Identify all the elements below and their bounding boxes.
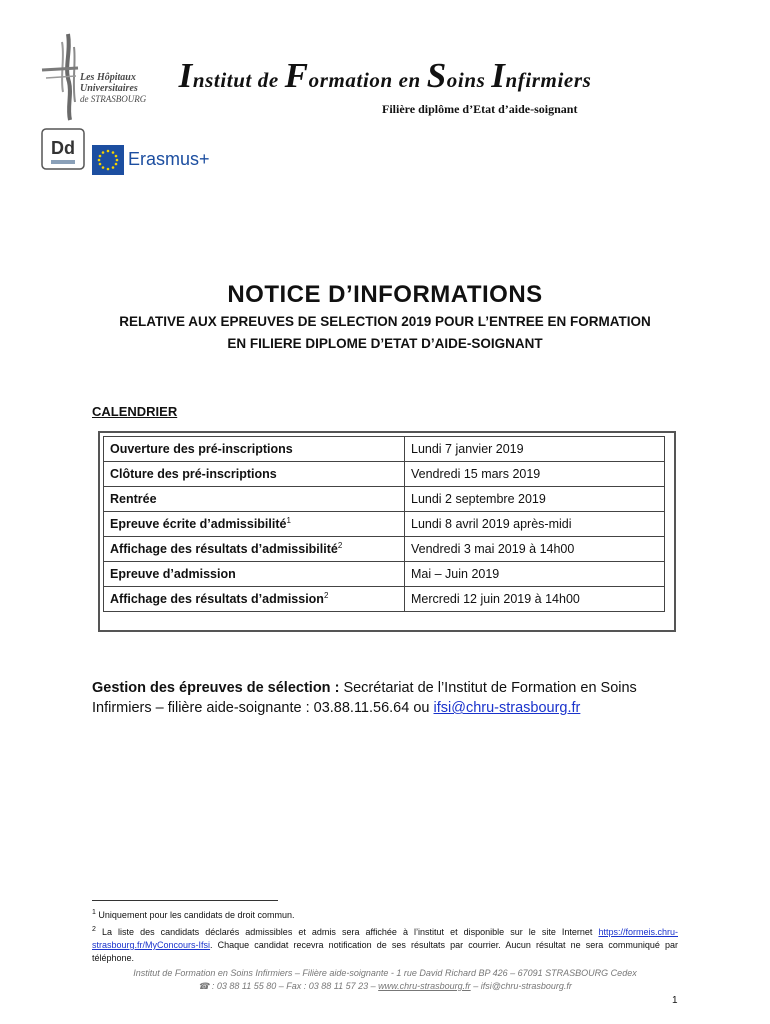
- title-word: de: [257, 68, 279, 92]
- institute-title: [0, 56, 770, 96]
- calendar-row: [104, 562, 665, 587]
- calendar-row: [104, 437, 665, 462]
- gestion-label: Gestion des épreuves de sélection :: [92, 680, 340, 696]
- calendar-date-cell: Vendredi 3 mai 2019 à 14h00: [405, 537, 665, 562]
- notice-subtitle-line-1: RELATIVE AUX EPREUVES DE SELECTION 2019 POUR L’ENTREE EN FORMATION: [119, 314, 651, 329]
- calendar-date-cell: Lundi 8 avril 2019 après-midi: [405, 512, 665, 537]
- calendar-event-label: Affichage des résultats d’admissibilité: [110, 542, 338, 557]
- title-word: ormation: [308, 68, 393, 92]
- footnote-2: [92, 923, 678, 965]
- hospital-logo-line-3: de STRASBOURG: [80, 94, 147, 104]
- calendar-date-cell: Vendredi 15 mars 2019: [405, 462, 665, 487]
- hospital-logo-line-2: Universitaires: [80, 83, 138, 94]
- footer-email: – ifsi@chru-strasbourg.fr: [470, 981, 572, 991]
- phone-icon: ☎: [198, 981, 210, 991]
- title-word: nfirmiers: [505, 68, 592, 92]
- title-word: oins: [446, 68, 486, 92]
- calendar-event-cell: [104, 512, 405, 537]
- datadock-logo: [41, 128, 85, 170]
- title-initial: F: [284, 56, 309, 95]
- gestion-email-link[interactable]: ifsi@chru-strasbourg.fr: [433, 700, 581, 716]
- notice-subtitle-line-2: EN FILIERE DIPLOME D’ETAT D’AIDE-SOIGNANT: [227, 336, 543, 351]
- calendar-row: [104, 487, 665, 512]
- eu-flag-icon: [92, 145, 124, 175]
- calendar-event-label: Rentrée: [110, 492, 157, 506]
- calendar-date-cell: Mercredi 12 juin 2019 à 14h00: [405, 587, 665, 612]
- title-initial: I: [178, 56, 193, 95]
- calendar-event-label: Epreuve d’admission: [110, 567, 236, 581]
- calendar-row: [104, 462, 665, 487]
- calendar-event-cell: [104, 437, 405, 462]
- footnote-1-text: Uniquement pour les candidats de droit commun.: [98, 910, 295, 920]
- calendar-event-cell: [104, 587, 405, 612]
- notice-title: NOTICE D’INFORMATIONS: [227, 281, 543, 308]
- calendar-event-cell: [104, 462, 405, 487]
- calendar-event-cell: [104, 562, 405, 587]
- footnote-2-marker: 2: [92, 926, 96, 933]
- footnote-separator: [92, 900, 278, 901]
- footer-contact: [0, 981, 770, 992]
- calendar-event-label: Clôture des pré-inscriptions: [110, 467, 277, 481]
- calendar-event-label: Affichage des résultats d’admission: [110, 592, 324, 607]
- footer-address: Institut de Formation en Soins Infirmiers – Filière aide-soignante - 1 rue David Richard BP 426 – 67091 STRASBOURG Cedex: [133, 968, 637, 978]
- title-word: en: [398, 68, 421, 92]
- calendar-event-label: Ouverture des pré-inscriptions: [110, 442, 293, 456]
- institute-subtitle: Filière diplôme d’Etat d’aide-soignant: [382, 102, 578, 116]
- footer-phone-fax: : 03 88 11 55 80 – Fax : 03 88 11 57 23 –: [209, 981, 379, 991]
- page-number: 1: [672, 995, 678, 1006]
- datadock-logo-text: Dd: [51, 138, 75, 158]
- datadock-badge-icon: [41, 128, 85, 170]
- calendar-date-cell: Lundi 7 janvier 2019: [405, 437, 665, 462]
- calendar-heading: CALENDRIER: [92, 404, 178, 419]
- erasmus-label: Erasmus+: [128, 149, 210, 169]
- calendar-date-cell: Lundi 2 septembre 2019: [405, 487, 665, 512]
- title-word: nstitut: [192, 68, 252, 92]
- gestion-paragraph: [92, 678, 692, 718]
- calendar-event-cell: [104, 537, 405, 562]
- title-initial: I: [491, 56, 506, 95]
- footnote-2-text: La liste des candidats déclarés admissibles et admis sera affichée à l’institut et disponible sur le site Internet: [101, 927, 593, 937]
- calendar-date-cell: Mai – Juin 2019: [405, 562, 665, 587]
- gestion-text: Secrétariat de l’Institut de Formation en Soins Infirmiers – filière aide-soignante : 03.88.11.56.64 ou: [92, 680, 637, 716]
- footnote-ref: 2: [323, 591, 329, 601]
- calendar-event-label: Epreuve écrite d’admissibilité: [110, 517, 287, 532]
- title-initial: S: [426, 56, 447, 95]
- calendar-row: [104, 512, 665, 537]
- footnote-ref: 2: [337, 541, 343, 551]
- footnote-1: [92, 906, 678, 922]
- calendar-table: [103, 436, 665, 612]
- footer-website-link[interactable]: www.chru-strasbourg.fr: [378, 981, 471, 991]
- calendar-row: [104, 587, 665, 612]
- calendar-event-cell: [104, 487, 405, 512]
- footnote-2-text-end: . Chaque candidat recevra notification de ses résultats par courrier. Aucun résultat ne sera communiqué par téléphone.: [92, 940, 678, 963]
- calendar-row: [104, 537, 665, 562]
- footnote-1-marker: 1: [92, 909, 96, 916]
- footnote-2-link[interactable]: https://formeis.chru-strasbourg.fr/MyConcours-Ifsi: [92, 927, 678, 950]
- footnote-ref: 1: [286, 516, 291, 526]
- hospital-logo-line-1: Les Hôpitaux: [80, 72, 136, 83]
